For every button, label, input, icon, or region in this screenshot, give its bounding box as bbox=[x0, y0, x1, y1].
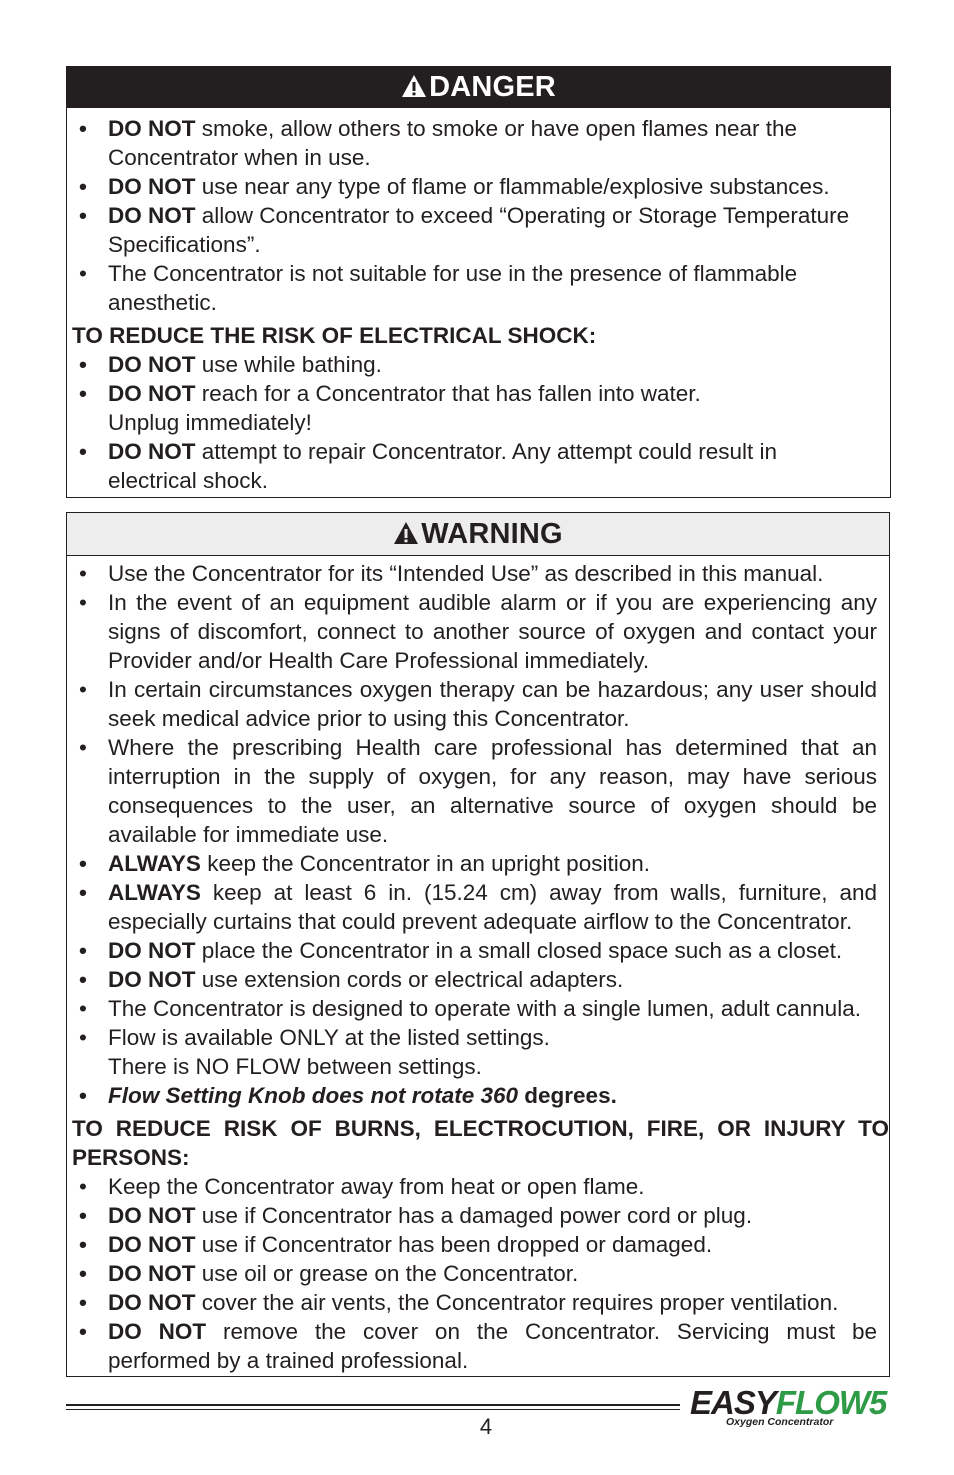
list-item: • DO NOT remove the cover on the Concentrator. Servicing must be performed by a trained professional. bbox=[79, 1319, 877, 1373]
list-item: • DO NOT smoke, allow others to smoke or have open flames near the Concentrator when in use. bbox=[79, 116, 798, 170]
list-item: • DO NOT allow Concentrator to exceed “Operating or Storage Temperature Specifications”. bbox=[79, 203, 850, 257]
list-item: • ALWAYS keep at least 6 in. (15.24 cm) away from walls, furniture, and especially curtains that could prevent adequate airflow to the Concentrator. bbox=[79, 880, 877, 934]
warning-triangle-icon bbox=[393, 521, 419, 545]
easyflow-logo bbox=[690, 1386, 895, 1430]
list-item: • DO NOT use if Concentrator has been dropped or damaged. bbox=[79, 1232, 713, 1257]
list-item: • DO NOT use oil or grease on the Concentrator. bbox=[79, 1261, 579, 1286]
list-item: • Flow Setting Knob does not rotate 360 degrees. bbox=[79, 1083, 617, 1108]
danger-content bbox=[67, 108, 890, 495]
warning-title: WARNING bbox=[421, 517, 563, 550]
list-item: • Keep the Concentrator away from heat or open flame. bbox=[79, 1174, 645, 1199]
list-item: • DO NOT place the Concentrator in a small closed space such as a closet. bbox=[79, 938, 843, 963]
danger-box bbox=[66, 66, 891, 498]
list-item: • In certain circumstances oxygen therapy can be hazardous; any user should seek medical advice prior to using this Concentrator. bbox=[79, 677, 877, 731]
warning-box bbox=[66, 512, 890, 1377]
logo-subtitle: Oxygen Concentrator bbox=[726, 1416, 834, 1428]
list-item: • DO NOT use near any type of flame or flammable/explosive substances. bbox=[79, 174, 830, 199]
list-item: • Use the Concentrator for its “Intended Use” as described in this manual. bbox=[79, 561, 824, 586]
warning-header bbox=[67, 513, 889, 556]
list-item: • The Concentrator is not suitable for use in the presence of flammable anesthetic. bbox=[79, 261, 798, 315]
danger-title: DANGER bbox=[429, 71, 556, 103]
list-item: • Where the prescribing Health care professional has determined that an interruption in the supply of oxygen, for any reason, may have serious consequences to the user, an alternative source of oxygen should be available for immediate use. bbox=[79, 735, 877, 847]
list-item: • DO NOT attempt to repair Concentrator. Any attempt could result in electrical shock. bbox=[79, 439, 778, 493]
logo-flow: FLOW5 bbox=[775, 1384, 887, 1421]
list-item: • DO NOT use while bathing. bbox=[79, 352, 382, 377]
page-number: 4 bbox=[479, 1414, 493, 1439]
list-item: • DO NOT reach for a Concentrator that has fallen into water. Unplug immediately! bbox=[79, 381, 701, 435]
list-item: • In the event of an equipment audible alarm or if you are experiencing any signs of discomfort, connect to another source of oxygen and contact your Provider and/or Health Care Professional immediately. bbox=[79, 590, 877, 673]
section-heading: TO REDUCE THE RISK OF ELECTRICAL SHOCK: bbox=[72, 323, 597, 348]
list-item: • ALWAYS keep the Concentrator in an upright position. bbox=[79, 851, 650, 876]
danger-header bbox=[67, 67, 890, 108]
logo-easy: EASY bbox=[690, 1384, 776, 1421]
footer-rule bbox=[66, 1404, 680, 1410]
warning-content bbox=[67, 556, 889, 1375]
list-item: • DO NOT use extension cords or electrical adapters. bbox=[79, 967, 624, 992]
list-item: • DO NOT use if Concentrator has a damaged power cord or plug. bbox=[79, 1203, 753, 1228]
list-item: • Flow is available ONLY at the listed settings. There is NO FLOW between settings. bbox=[79, 1025, 550, 1079]
warning-triangle-icon bbox=[401, 74, 427, 98]
list-item: • DO NOT cover the air vents, the Concentrator requires proper ventilation. bbox=[79, 1290, 839, 1315]
list-item: • The Concentrator is designed to operate with a single lumen, adult cannula. bbox=[79, 996, 861, 1021]
section-heading: TO REDUCE RISK OF BURNS, ELECTROCUTION, FIRE, OR INJURY TO PERSONS: bbox=[72, 1116, 889, 1170]
